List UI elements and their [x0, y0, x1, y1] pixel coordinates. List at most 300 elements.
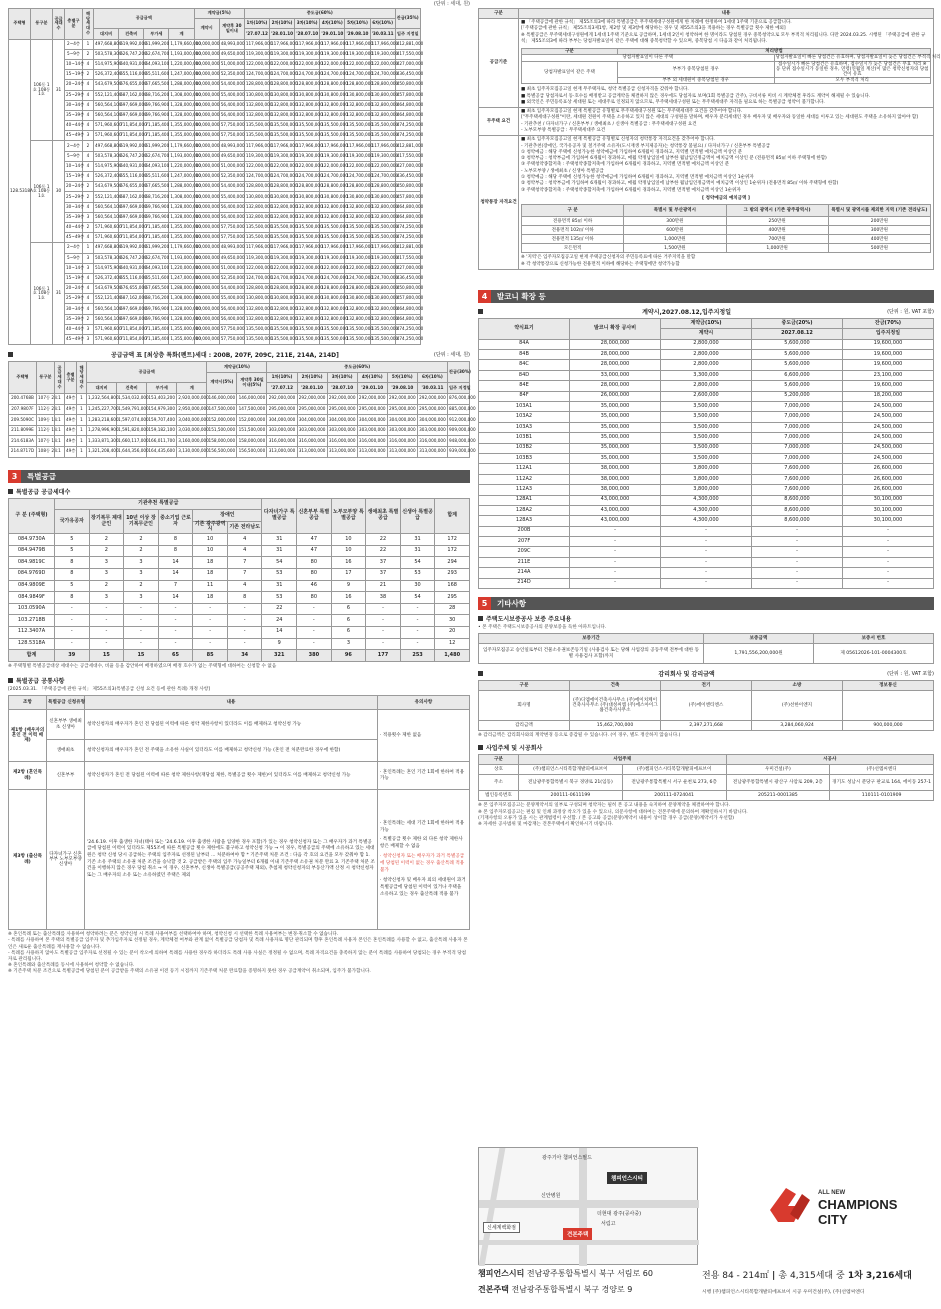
- table-cell: · 혼인특례는 혼인 기간 1회에 한하여 적용 가능: [378, 762, 470, 790]
- table-cell: 552,121,400: [94, 294, 119, 304]
- table-cell: 417,550,000: [395, 49, 420, 59]
- table-cell: 124,700,000: [295, 70, 320, 80]
- table-cell: 292,000,000: [267, 393, 297, 404]
- table-cell: 1,220,000,000: [169, 59, 194, 69]
- table-cell: 상호: [479, 765, 519, 775]
- table-cell: -: [55, 626, 90, 638]
- table-cell: 47: [297, 545, 332, 557]
- table-cell: 503,578,300: [94, 253, 119, 263]
- table-header: 정보통신: [843, 681, 934, 691]
- table-cell: 1,500만원: [624, 244, 726, 253]
- table-header: 계약후 30일이내: [219, 19, 244, 39]
- table-cell: 10,000,000: [194, 294, 219, 304]
- table-row: [479, 412, 934, 422]
- table-cell: 1,644,356,000: [117, 446, 147, 457]
- table-cell: 3,800,000: [661, 474, 752, 484]
- table-cell: 43,000,000: [570, 516, 661, 526]
- table-cell: 132,800,000: [295, 304, 320, 314]
- table-cell: 117,966,000: [345, 141, 370, 151]
- table-cell: 103B3: [479, 453, 570, 463]
- table-header: '30.03.11: [370, 29, 395, 39]
- table-cell: 132,800,000: [370, 212, 395, 222]
- table-header: 내용: [85, 696, 378, 710]
- text: ■ 특별공급 당첨자로서 동·호수를 배정받고 공급계약을 체결하지 않은 경우에도 당첨자로 보며(1회 특별공급 간주), 구비서류 미비 시 계약체결 후라도 계약이 해제될 수 있습니다.: [521, 93, 871, 99]
- table-row: [9, 233, 470, 243]
- table-row: [9, 294, 470, 304]
- table-cell: 687,162,000: [119, 90, 144, 100]
- table-row: [522, 217, 931, 226]
- table-cell: 8: [227, 592, 262, 604]
- table-cell: 303,000,000: [327, 425, 357, 436]
- text: 발코니 확장 등: [491, 290, 934, 303]
- common-matters-subtitle: 특별공급 공통사항: [8, 676, 470, 685]
- text: 기타사항: [491, 597, 934, 610]
- table-header: 구분: [479, 9, 519, 19]
- table-cell: 3,500,000: [661, 412, 752, 422]
- table-cell: 7,000,000: [752, 401, 843, 411]
- table-cell: 5,200,000: [752, 391, 843, 401]
- table-cell: 122,000,000: [295, 59, 320, 69]
- supervision-note: ※ 감리금액은 감리회사와의 계약변경 등으로 증감될 수 있습니다. (이 경우, 별도 정산하지 않습니다.): [478, 733, 681, 739]
- table-cell: 10,000,000: [194, 324, 219, 334]
- table-cell: 10,000,000: [194, 151, 219, 161]
- table-row: [9, 59, 470, 69]
- table-cell: 2,920,000,000: [177, 393, 207, 404]
- table-cell: 158,000,000: [207, 436, 237, 447]
- text: 5: [478, 597, 491, 610]
- table-cell: 35,000,000: [570, 453, 661, 463]
- table-header: 잔금(70%): [843, 318, 934, 328]
- table-cell: 147,500,000: [207, 404, 237, 415]
- table-cell: 30: [400, 580, 435, 592]
- table-cell: 2: [83, 70, 94, 80]
- table-cell: 474,250,000: [395, 335, 420, 345]
- table-cell: 1: [55, 446, 65, 457]
- table-header: 국가유공자: [55, 510, 90, 534]
- table-cell: 450,800,000: [395, 80, 420, 90]
- table-cell: 부부 외 세대원이 중복당첨된 경우: [618, 78, 775, 84]
- table-row: [479, 505, 934, 515]
- table-cell: (주)선한이엔지: [752, 691, 843, 721]
- table-cell: 10,000,000: [194, 243, 219, 253]
- table-cell: 1,328,000,000: [169, 100, 194, 110]
- table-header: 신혼부부 특별공급: [297, 498, 332, 534]
- table-cell: 135,500,000: [345, 233, 370, 243]
- table-cell: 640,931,000: [119, 59, 144, 69]
- table-cell: 69,766,900: [144, 314, 169, 324]
- table-cell: 084.9730A: [9, 534, 55, 546]
- table-cell: 3,800,000: [661, 485, 752, 495]
- text: 공급금액 표 [최상층 특화(펜트)세대 : 200B, 207F, 209C, 211E, 214A, 214D]: [111, 352, 339, 360]
- table-cell: 132,800,000: [370, 304, 395, 314]
- table-cell: 117,966,000: [345, 243, 370, 253]
- table-cell: 132,800,000: [345, 212, 370, 222]
- table-cell: 130,800,000: [295, 294, 320, 304]
- table-cell: 697,669,000: [119, 100, 144, 110]
- table-cell: 1,355,000,000: [169, 335, 194, 345]
- table-cell: (주)선엠씨엔디: [830, 765, 934, 775]
- guarantee-subtitle: 주택도시보증공사 보증 주요내용: [478, 614, 934, 623]
- special-supply-table: [8, 498, 470, 662]
- text: ① 청약예금 : 해당 주택에 신청가능한 청약예금에 가입하여 6개월이 경과하고, 지역별 면적별 예치금액 이상인 분: [521, 149, 743, 155]
- table-cell: 122,000,000: [295, 263, 320, 273]
- table-header: '27.07.12: [244, 29, 269, 39]
- table-cell: 1,355,000,000: [169, 324, 194, 334]
- table-cell: 135,500,000: [295, 324, 320, 334]
- table-cell: -: [366, 615, 401, 627]
- table-cell: 7,000,000: [752, 422, 843, 432]
- table-cell: 128,800,000: [244, 284, 269, 294]
- table-header: 층별구분: [65, 9, 83, 40]
- table-cell: -: [366, 626, 401, 638]
- table-header: 그 밖의 광역시 (기존 광주광역시): [726, 205, 828, 217]
- table-cell: 146,000,000: [207, 393, 237, 404]
- table-cell: 1,328,000,000: [169, 110, 194, 120]
- table-cell: 3,500,000: [661, 433, 752, 443]
- table-header: 계약시(5%): [207, 372, 237, 393]
- table-cell: 30: [435, 615, 470, 627]
- text: ■ 외국인은 주민등록표상 세대원 또는 세대주로 인정되지 않으므로, 무주택세대구성원 또는 무주택세대주 자격을 필요로 하는 특별공급 청약이 불가합니다.: [521, 99, 825, 105]
- table-cell: 8,600,000: [752, 516, 843, 526]
- table-cell: 128,800,000: [295, 284, 320, 294]
- table-cell: 316,000,000: [417, 436, 447, 447]
- table-header: 177: [366, 650, 401, 662]
- table-cell: 2: [83, 49, 94, 59]
- table-cell: 1: [77, 393, 87, 404]
- text: (단위 : 원, VAT 포함): [887, 671, 934, 678]
- table-cell: 67,665,500: [144, 80, 169, 90]
- table-cell: 28,000,000: [570, 360, 661, 370]
- table-cell: 54: [400, 592, 435, 604]
- table-cell: 67,665,500: [144, 182, 169, 192]
- table-cell: 948,000,000: [448, 436, 470, 447]
- table-cell: 4: [227, 580, 262, 592]
- table-cell: 135,500,000: [345, 121, 370, 131]
- table-cell: 접수일시가 빠른 당첨건은 유효하며, 접수일시가 늦은 당첨건은 무효 처리 ※ 동 단위 접수일시가 동일한 경우, 연령(연월일 계산)이 많은 청약신청자의 당첨건이 유효: [775, 61, 929, 77]
- table-cell: -: [752, 568, 843, 578]
- table-cell: 4: [83, 151, 94, 161]
- table-cell: 552,121,400: [94, 90, 119, 100]
- table-cell: (주)챔피언스시티복합개발피에프브이: [519, 765, 623, 775]
- table-cell: 876,000,000: [448, 393, 470, 404]
- table-cell: 571,960,600: [94, 121, 119, 131]
- table-cell: 62,674,700: [144, 49, 169, 59]
- table-cell: 67,665,500: [144, 284, 169, 294]
- table-cell: 1,000만원: [624, 235, 726, 244]
- table-cell: 124,700,000: [244, 70, 269, 80]
- business-table: [478, 754, 934, 801]
- table-cell: 700만원: [726, 235, 828, 244]
- table-row: [9, 710, 470, 740]
- table-row: [479, 108, 934, 136]
- table-cell: 146,000,000: [237, 393, 267, 404]
- table-cell: 52,350,000: [219, 273, 244, 283]
- table-cell: 132,800,000: [244, 110, 269, 120]
- table-cell: 9: [262, 638, 297, 650]
- table-row: [479, 350, 934, 360]
- table-cell: 전남광주통합특별시 북구 경양로 21(임동): [519, 775, 623, 791]
- table-cell: 122,000,000: [345, 263, 370, 273]
- table-cell: 2: [83, 182, 94, 192]
- table-cell: 10,000,000: [194, 263, 219, 273]
- table-cell: 128,800,000: [370, 284, 395, 294]
- table-cell: 560,564,100: [94, 110, 119, 120]
- table-cell: 4: [83, 294, 94, 304]
- table-cell: 3: [124, 592, 159, 604]
- table-cell: -: [661, 547, 752, 557]
- table-cell: 84D: [479, 370, 570, 380]
- table-cell: 43,000,000: [570, 505, 661, 515]
- table-cell: 1,660,117,000: [117, 436, 147, 447]
- table-cell: 68,716,200: [144, 90, 169, 100]
- table-cell: 103B1: [479, 433, 570, 443]
- table-cell: 135,500,000: [269, 324, 294, 334]
- table-cell: 135,500,000: [370, 324, 395, 334]
- table-cell: 46: [297, 580, 332, 592]
- table-cell: 130,800,000: [269, 192, 294, 202]
- table-cell: 49층: [65, 404, 77, 415]
- table-cell: 14: [158, 592, 193, 604]
- table-cell: 69,766,900: [144, 304, 169, 314]
- table-cell: 2,800,000: [661, 339, 752, 349]
- table-cell: 124,700,000: [370, 273, 395, 283]
- left-column: [8, 0, 476, 1309]
- table-cell: 122,000,000: [244, 59, 269, 69]
- table-cell: 560,564,100: [94, 202, 119, 212]
- table-cell: -: [570, 526, 661, 536]
- text: - 노부모부양 / 생애최초 / 신생아 특별공급: [521, 168, 604, 174]
- table-cell: 25~29층: [65, 192, 83, 202]
- table-row: [479, 453, 934, 463]
- table-cell: 57,750,000: [219, 324, 244, 334]
- table-header: 대지비: [94, 29, 119, 39]
- table-cell: 무주택 요건: [479, 108, 519, 136]
- table-cell: 128,800,000: [370, 182, 395, 192]
- table-cell: 304,000,000: [327, 415, 357, 426]
- table-cell: 132,800,000: [320, 110, 345, 120]
- table-cell: 132,800,000: [244, 212, 269, 222]
- table-cell: 51,000,000: [219, 59, 244, 69]
- table-cell: -: [193, 626, 228, 638]
- table-cell: 1,193,000,000: [169, 151, 194, 161]
- table-cell: 304,000,000: [267, 415, 297, 426]
- table-cell: 135,500,000: [244, 121, 269, 131]
- table-cell: 64,093,100: [144, 161, 169, 171]
- table-row: [479, 765, 934, 775]
- table-cell: -: [843, 557, 934, 567]
- table-cell: 64,093,100: [144, 263, 169, 273]
- table-cell: 1,288,000,000: [169, 182, 194, 192]
- table-cell: 292,000,000: [417, 393, 447, 404]
- table-header: '28.07.10: [327, 383, 357, 394]
- table-cell: 1,328,000,000: [169, 314, 194, 324]
- table-header: 구분: [479, 681, 570, 691]
- table-cell: 8: [158, 545, 193, 557]
- table-header: 합계: [9, 650, 55, 662]
- table-row: [9, 202, 470, 212]
- table-cell: -: [752, 547, 843, 557]
- table-cell: 457,800,000: [395, 192, 420, 202]
- text: - 특례를 사용하지 않아도 특별공급 입주자로 선정될 수 있는 분이 착오에 의하여 특례를 사용한 경우라 하더라도 특례 사용 사실은 정정될 수 없으며, 특례 자격요건을 충족하지 않는 분이 특례를 사용하여 당첨되는 경우 부적격 당첨자로 관리됩니다.: [8, 950, 467, 962]
- table-cell: 427,000,000: [395, 161, 420, 171]
- table-cell: 1: [83, 243, 94, 253]
- table-cell: 49,650,000: [219, 49, 244, 59]
- table-cell: 30~34층: [65, 202, 83, 212]
- section-title: 특별공급: [21, 470, 470, 483]
- table-cell: 166,011,700: [147, 436, 177, 447]
- table-cell: 19,600,000: [843, 360, 934, 370]
- table-row: [9, 80, 470, 90]
- table-cell: 3: [83, 263, 94, 273]
- table-cell: 128,800,000: [320, 182, 345, 192]
- table-cell: 135,500,000: [345, 222, 370, 232]
- text: · 청약신청자 또는 배우자가 과거 특별공급에 당첨된 이력이 없는 경우 출산특례 적용 불가: [380, 854, 465, 874]
- table-cell: 543,679,500: [94, 182, 119, 192]
- table-header: 2차(10%): [297, 372, 327, 383]
- table-row: [9, 393, 470, 404]
- table-cell: 132,800,000: [244, 314, 269, 324]
- text: · 특별공급 횟수 제한 외 다른 청약 제한사항은 배제할 수 없음: [380, 837, 463, 850]
- table-cell: 497,668,800: [94, 243, 119, 253]
- table-cell: 1,355,000,000: [169, 222, 194, 232]
- text: ① 청약예금 : 해당 주택에 신청가능한 청약예금에 가입하여 6개월이 경과하고, 지역별 면적별 예치금액 이상인 1순위자: [521, 175, 754, 181]
- table-cell: 4: [83, 304, 94, 314]
- table-cell: 122,000,000: [269, 263, 294, 273]
- table-row: [9, 762, 470, 790]
- table-cell: 3,160,000,000: [177, 436, 207, 447]
- table-cell: 18: [193, 569, 228, 581]
- table-cell: 제1항 (배우자의 혼인 전 이력 배제): [9, 710, 47, 762]
- table-cell: 110111-0101909: [830, 791, 934, 801]
- table-cell: 2: [89, 580, 124, 592]
- table-cell: 119,300,000: [295, 151, 320, 161]
- table-cell: -: [400, 615, 435, 627]
- table-cell: 6: [331, 615, 366, 627]
- table-cell: 7: [158, 580, 193, 592]
- table-cell: 132,800,000: [295, 314, 320, 324]
- table-cell: 124,700,000: [244, 172, 269, 182]
- table-cell: 711,854,000: [119, 324, 144, 334]
- table-cell: 71,185,400: [144, 335, 169, 345]
- table-cell: 132,800,000: [295, 202, 320, 212]
- table-cell: 122,000,000: [295, 161, 320, 171]
- table-cell: 24,500,000: [843, 422, 934, 432]
- table-cell: 3: [89, 557, 124, 569]
- table-cell: 117,966,000: [320, 141, 345, 151]
- table-cell: 24: [262, 615, 297, 627]
- table-cell: 28,000,000: [570, 350, 661, 360]
- table-row: [479, 19, 934, 108]
- table-row: [9, 404, 470, 415]
- table-cell: 48,993,000: [219, 39, 244, 49]
- table-cell: 56,400,000: [219, 202, 244, 212]
- table-header: 중소기업 근로자: [158, 510, 193, 534]
- table-cell: 1,179,660,000: [169, 243, 194, 253]
- table-cell: 40~44층: [65, 324, 83, 334]
- table-cell: -: [227, 638, 262, 650]
- table-cell: 1: [83, 39, 94, 49]
- table-cell: 1,247,000,000: [169, 172, 194, 182]
- common-matters-ref: [2025.03.31. 「주택공급에 관한 규칙」 제55조의3(특별공급 신청 요건 등에 관한 특례) 개정 사항]: [8, 686, 211, 692]
- table-cell: 207.9807F: [9, 404, 37, 415]
- table-cell: 084.9819C: [9, 557, 55, 569]
- table-cell: 3: [124, 557, 159, 569]
- table-header: 구분: [522, 49, 618, 55]
- table-cell: 14: [158, 557, 193, 569]
- table-cell: 304,000,000: [387, 415, 417, 426]
- summary: 전용 84 - 214㎡ | 총 4,315세대 중 1차 3,216세대: [702, 1271, 912, 1281]
- table-cell: 112동 2호: [37, 404, 55, 415]
- table-row: [9, 49, 470, 59]
- table-cell: 4: [83, 273, 94, 283]
- table-cell: 감리금액: [479, 721, 570, 731]
- table-cell: 417,550,000: [395, 151, 420, 161]
- table-cell: 124,700,000: [320, 273, 345, 283]
- table-cell: 부부가 중복당첨된 경우: [618, 61, 775, 78]
- table-header: 1차(10%): [244, 19, 269, 29]
- table-cell: 132,800,000: [244, 202, 269, 212]
- table-cell: 8,600,000: [752, 505, 843, 515]
- text: 계약시,2027.08.12,입주지정일: [642, 308, 731, 316]
- table-cell: 26,000,000: [570, 391, 661, 401]
- table-cell: 697,669,000: [119, 212, 144, 222]
- table-cell: 117,966,000: [320, 39, 345, 49]
- table-row: [479, 681, 934, 691]
- table-cell: 1,549,791,000: [117, 404, 147, 415]
- table-cell: 우미건설(주): [726, 765, 830, 775]
- table-cell: 3,500,000: [661, 422, 752, 432]
- text: ② 청약부금 : 청약부금에 가입하여 6개월이 경과하고, 매월 약정납입일에 납부한 월납입인정금액이 예치금액 이상인 1순위자 (전용면적 85㎡ 이하 주택형에 한함): [521, 181, 839, 187]
- table-cell: 4: [83, 233, 94, 243]
- table-cell: 655,116,000: [119, 273, 144, 283]
- table-cell: 132,800,000: [370, 100, 395, 110]
- table-header: 65: [158, 650, 193, 662]
- table-cell: 3,284,060,924: [752, 721, 843, 731]
- table-header: 4차(10%): [320, 19, 345, 29]
- eligibility-table: [478, 8, 941, 270]
- table-cell: 21: [366, 580, 401, 592]
- table-header: 380: [297, 650, 332, 662]
- table-cell: 49층: [65, 393, 77, 404]
- table-header: 전기: [661, 681, 752, 691]
- table-cell: 135,500,000: [244, 131, 269, 141]
- table-cell: 130,800,000: [345, 192, 370, 202]
- table-cell: 117,966,000: [370, 141, 395, 151]
- table-cell: 697,669,000: [119, 304, 144, 314]
- table-row: [479, 578, 934, 588]
- table-row: [9, 638, 470, 650]
- table-row: [479, 401, 934, 411]
- table-cell: 514,975,900: [94, 263, 119, 273]
- table-header: 15: [124, 650, 159, 662]
- table-cell: 503,578,300: [94, 49, 119, 59]
- table-cell: 122,000,000: [345, 59, 370, 69]
- table-cell: 3,030,000,000: [177, 425, 207, 436]
- table-cell: 122,000,000: [370, 59, 395, 69]
- table-cell: 214.8717D: [9, 446, 37, 457]
- table-cell: 132,800,000: [320, 100, 345, 110]
- table-header: 기관추천 특별공급: [55, 498, 262, 510]
- table-cell: 168: [435, 580, 470, 592]
- table-cell: 295: [435, 592, 470, 604]
- table-cell: 295,000,000: [387, 404, 417, 415]
- table-cell: 65,511,600: [144, 172, 169, 182]
- table-header: 계: [169, 29, 194, 39]
- table-cell: 626,747,200: [119, 151, 144, 161]
- table-cell: 1,283,218,600: [87, 415, 117, 426]
- table-cell: 40~44층: [65, 222, 83, 232]
- table-cell: 417,550,000: [395, 253, 420, 263]
